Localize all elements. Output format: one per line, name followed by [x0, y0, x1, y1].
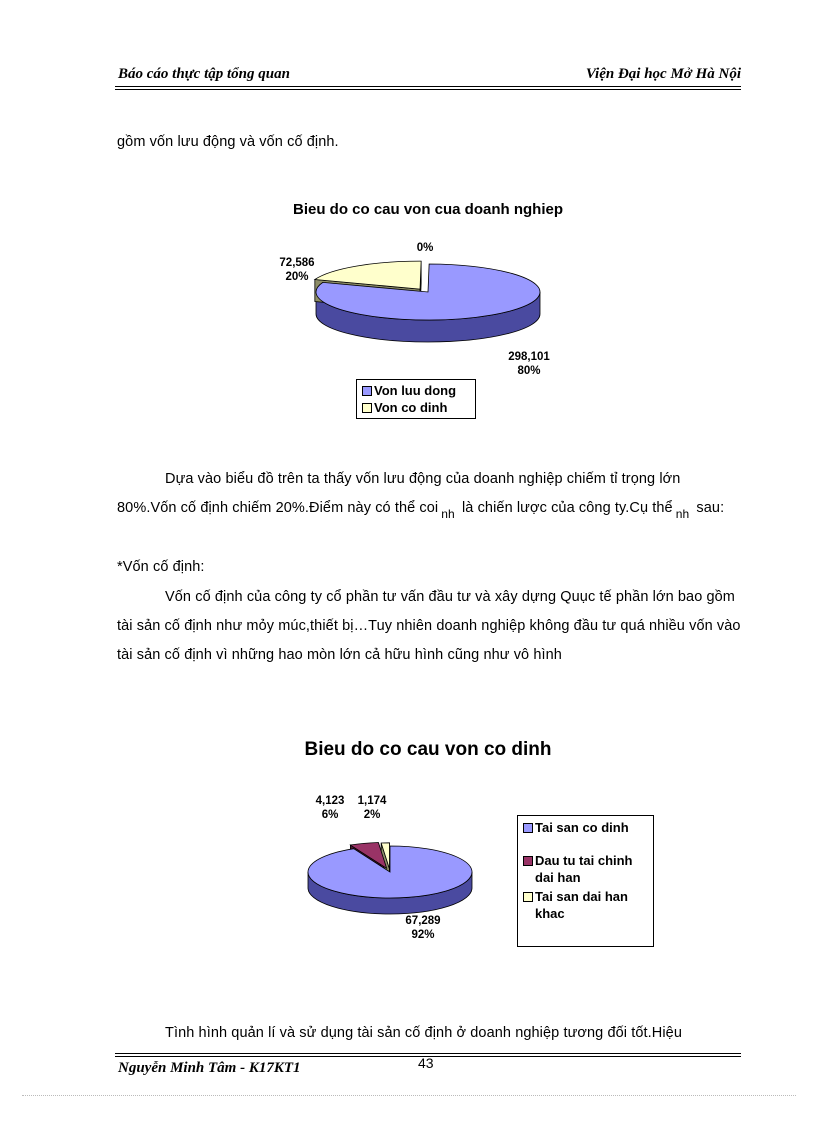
chart2-label-percent: 2% [363, 809, 381, 821]
chart2-legend-item [518, 888, 653, 922]
paragraph-fixed-capital: Vốn cố định của công ty cổ phần tư vấn đầu tư và xây dựng Quục tế phần lớn bao gồm tài sản cố định như mỏy múc,thiết bị…Tuy nhiên doanh nghiệp không đầu tư quá nhiều vốn vào tài sản cố định vì những hao mòn lớn cả hữu hình cũng như vô hình [117, 589, 741, 663]
paragraph-text: Dựa vào biểu đồ trên ta thấy vốn lưu động của doanh nghiệp chiếm tỉ trọng lớn 80%.Vốn cố định chiếm 20%.Điểm này có thể coi [117, 471, 681, 516]
intro-line: gồm vốn lưu động và vốn cố định. [117, 134, 339, 150]
pie-slice-cut [350, 845, 386, 884]
chart1-label-percent: 20% [285, 271, 309, 283]
legend-swatch [362, 386, 372, 396]
chart1-legend-item [357, 382, 475, 399]
chart2-legend-item [518, 819, 653, 836]
chart1-label-von-luu-dong [494, 350, 564, 378]
header-institution: Viện Đại học Mở Hà Nội [585, 66, 741, 82]
legend-label: Von co dinh [374, 400, 448, 415]
chart2-label-value: 4,123 [315, 795, 345, 807]
chart1-legend-item [357, 399, 475, 416]
chart1-label-percent: 80% [517, 365, 541, 377]
legend-label: Von luu dong [374, 383, 457, 398]
pie-slice-2 [350, 842, 386, 868]
chart2-legend-item [518, 852, 653, 886]
legend-swatch [362, 403, 372, 413]
subscript-text: nh [441, 507, 455, 521]
chart2-pie [308, 842, 472, 914]
legend-swatch [523, 892, 533, 902]
chart1-label-von-co-dinh [262, 256, 332, 284]
chart1-label-value: 298,101 [508, 351, 550, 363]
legend-swatch [523, 823, 533, 833]
pie-slice-side [316, 292, 540, 342]
pie-slice-3 [381, 843, 389, 869]
pie-slice-cut [420, 261, 421, 311]
chart2-label-percent: 92% [411, 929, 435, 941]
section-heading: *Vốn cố định: [117, 559, 205, 575]
chart2-label-tai-san-co-dinh [398, 914, 448, 942]
pie-slice-1 [316, 264, 540, 320]
chart1-pie [315, 261, 540, 342]
page-edge [22, 1095, 796, 1096]
header-title: Báo cáo thực tập tổng quan [118, 66, 290, 82]
footer-rule [115, 1053, 741, 1054]
pie-slice-cut [378, 842, 386, 884]
paragraph-text: sau: [692, 500, 725, 516]
legend-label: Dau tu tai chinh dai han [535, 853, 633, 885]
chart1-legend [356, 379, 476, 419]
header-rule-secondary [115, 89, 741, 90]
chart2-label-dau-tu [308, 794, 352, 822]
page-number: 43 [418, 1055, 434, 1071]
subscript-text: nh [675, 507, 690, 521]
pie-slice-1 [308, 846, 472, 898]
chart2-legend [517, 815, 654, 947]
legend-swatch [523, 856, 533, 866]
chart1-label-value: 72,586 [279, 257, 315, 269]
paragraph-management: Tình hình quản lí và sử dụng tài sản cố định ở doanh nghiệp tương đối tốt.Hiệu [165, 1025, 683, 1041]
chart2-label-dai-han-khac [352, 794, 392, 822]
footer-author: Nguyễn Minh Tâm - K17KT1 [118, 1060, 301, 1076]
header-rule [115, 86, 741, 87]
chart2-title: Bieu do co cau von co dinh [304, 739, 552, 760]
legend-label: Tai san co dinh [535, 820, 629, 835]
pie-slice-side [308, 872, 472, 914]
paragraph-text: là chiến lược của công ty.Cụ thể [457, 500, 673, 516]
chart2-label-value: 67,289 [405, 915, 441, 927]
pie-slice-cut [315, 280, 420, 312]
legend-label: Tai san dai han khac [535, 889, 628, 921]
paragraph-analysis [117, 465, 741, 523]
chart1-title: Bieu do co cau von cua doanh nghiep [292, 201, 564, 218]
chart1-label-zero: 0% [416, 242, 434, 254]
pie-slice-cut [381, 843, 389, 885]
chart2-label-value: 1,174 [357, 795, 387, 807]
chart2-label-percent: 6% [321, 809, 339, 821]
